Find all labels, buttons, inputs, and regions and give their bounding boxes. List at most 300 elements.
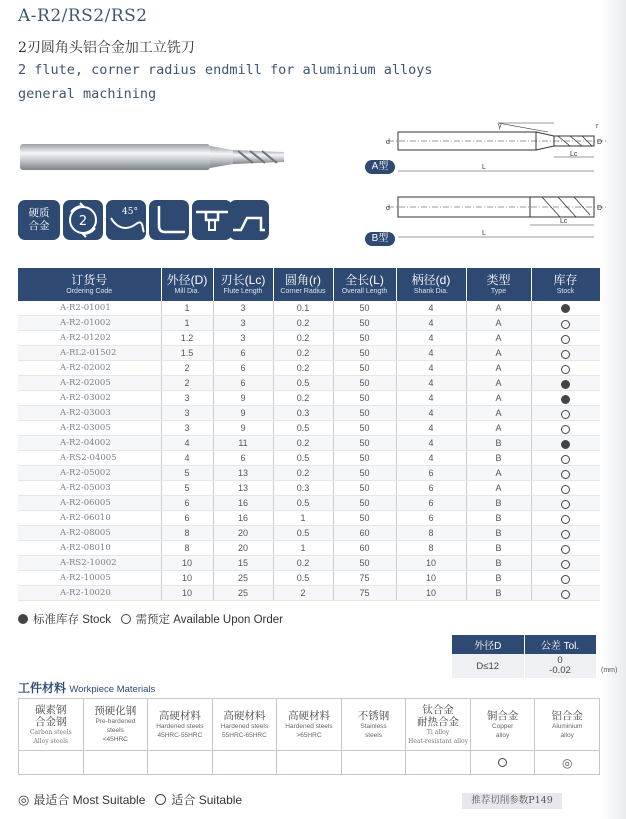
- material-cell: [470, 699, 535, 751]
- type-a-badge: A型: [365, 160, 395, 174]
- cell-d: 2: [161, 361, 213, 376]
- material-name-cn: 不锈钢: [357, 709, 390, 722]
- cell-d: 6: [161, 511, 213, 526]
- two-flute-icon: [63, 200, 103, 240]
- cell-type: A: [466, 301, 531, 316]
- column-header: [396, 268, 466, 301]
- material-cell: [341, 699, 406, 751]
- cell-d: 4: [161, 436, 213, 451]
- column-header-en: Flute Length: [223, 287, 263, 295]
- cell-d: 10: [161, 586, 213, 601]
- cell-lc: 6: [213, 376, 273, 391]
- helix-angle-text: 45°: [122, 207, 138, 217]
- material-name-en: Copper alloy: [491, 722, 514, 739]
- cell-d: 10: [161, 556, 213, 571]
- table-row: [18, 316, 600, 331]
- order-open-icon: [561, 500, 570, 509]
- table-row: [18, 571, 600, 586]
- cell-d: 8: [161, 526, 213, 541]
- cell-stock: [531, 346, 600, 361]
- suitability-cell: [19, 751, 84, 775]
- order-open-icon: [561, 590, 570, 599]
- stock-legend: [18, 611, 283, 627]
- helix-angle-icon: [106, 200, 146, 240]
- material-name-cn: 铝合金: [551, 709, 583, 722]
- cell-code: A-R2-01202: [18, 331, 161, 346]
- column-header-cn: 库存: [553, 272, 578, 287]
- cell-l: 50: [333, 376, 396, 391]
- cell-lc: 20: [213, 526, 273, 541]
- cell-r: 0.5: [273, 376, 333, 391]
- type-b-badge: B型: [365, 232, 395, 246]
- cell-stock: [531, 436, 600, 451]
- cell-l: 75: [333, 571, 396, 586]
- cell-r: 0.2: [273, 331, 333, 346]
- cell-r: 1: [273, 511, 333, 526]
- column-header: [161, 268, 213, 301]
- cell-lc: 6: [213, 451, 273, 466]
- order-open-icon: [561, 575, 570, 584]
- cell-r: 0.2: [273, 361, 333, 376]
- material-name-cn: 高硬材料: [158, 709, 201, 722]
- order-open-icon: [561, 470, 570, 479]
- cell-stock: [531, 511, 600, 526]
- cell-d: 10: [396, 556, 466, 571]
- column-header-en: Shank Dia.: [413, 287, 449, 295]
- order-open-icon: [561, 335, 570, 344]
- cell-lc: 11: [213, 436, 273, 451]
- type-b-drawing: [378, 185, 610, 247]
- cell-l: 50: [333, 466, 396, 481]
- tolerance-table: [452, 635, 597, 678]
- suitable-icon: [155, 794, 166, 805]
- cell-lc: 25: [213, 586, 273, 601]
- material-cell: [212, 699, 277, 751]
- cell-r: 0.5: [273, 451, 333, 466]
- cell-d: 4: [396, 406, 466, 421]
- tol-header-dia: 外径D: [452, 635, 524, 654]
- cell-code: A-R2-02005: [18, 376, 161, 391]
- cell-code: A-R2-10005: [18, 571, 161, 586]
- cell-code: A-R2-05002: [18, 466, 161, 481]
- cell-l: 50: [333, 496, 396, 511]
- table-body: [18, 301, 600, 601]
- cell-l: 50: [333, 436, 396, 451]
- workpiece-title: [18, 679, 155, 696]
- cell-d: 4: [396, 421, 466, 436]
- cell-type: B: [466, 526, 531, 541]
- table-row: [18, 451, 600, 466]
- order-open-icon: [561, 485, 570, 494]
- cell-code: A-R2-01002: [18, 316, 161, 331]
- cell-l: 50: [333, 331, 396, 346]
- cell-l: 50: [333, 556, 396, 571]
- cell-stock: [531, 586, 600, 601]
- cell-r: 0.3: [273, 406, 333, 421]
- cell-stock: [531, 376, 600, 391]
- table-row: [18, 496, 600, 511]
- cell-stock: [531, 421, 600, 436]
- cell-d: 4: [396, 451, 466, 466]
- cell-lc: 25: [213, 571, 273, 586]
- column-header-en: Corner Radius: [280, 287, 326, 295]
- cell-code: A-R2-08010: [18, 541, 161, 556]
- suitability-cell: [212, 751, 277, 775]
- cell-lc: 20: [213, 541, 273, 556]
- column-header-cn: 类型: [486, 272, 511, 287]
- cell-d: 4: [396, 301, 466, 316]
- cell-d: 1: [161, 301, 213, 316]
- column-header-cn: 全长(L): [345, 272, 384, 287]
- cell-stock: [531, 466, 600, 481]
- order-open-icon: [561, 410, 570, 419]
- stock-filled-icon: [561, 440, 570, 449]
- cell-lc: 3: [213, 331, 273, 346]
- column-header-cn: 圆角(r): [285, 272, 321, 287]
- cell-r: 2: [273, 586, 333, 601]
- cell-code: A-R2-05003: [18, 481, 161, 496]
- cell-r: 0.3: [273, 481, 333, 496]
- cell-d: 1.2: [161, 331, 213, 346]
- workpiece-title-cn: 工件材料: [18, 681, 67, 695]
- cell-type: B: [466, 496, 531, 511]
- column-header: [18, 268, 161, 301]
- cell-l: 60: [333, 526, 396, 541]
- cell-type: A: [466, 376, 531, 391]
- cell-type: A: [466, 466, 531, 481]
- cell-l: 50: [333, 301, 396, 316]
- cell-r: 0.1: [273, 301, 333, 316]
- cell-code: A-R2-08005: [18, 526, 161, 541]
- material-name-en: Aluminium alloy: [552, 722, 583, 739]
- suitability-cell: [470, 751, 535, 775]
- material-name-en: Hardened steels 55HRC-65HRC: [220, 722, 269, 739]
- workpiece-title-en: Workpiece Materials: [69, 684, 156, 695]
- table-row: [18, 586, 600, 601]
- cell-type: A: [466, 481, 531, 496]
- suitability-cell: [83, 751, 148, 775]
- cell-l: 60: [333, 541, 396, 556]
- material-row: [19, 699, 600, 751]
- cell-d: 8: [161, 541, 213, 556]
- column-header: [333, 268, 396, 301]
- column-header-en: Mill Dia.: [174, 287, 200, 295]
- cell-d: 4: [396, 316, 466, 331]
- order-open-icon: [561, 320, 570, 329]
- cell-l: 50: [333, 346, 396, 361]
- column-header-cn: 柄径(d): [411, 272, 451, 287]
- order-open-icon: [561, 560, 570, 569]
- order-open-icon: [121, 614, 131, 624]
- material-name-cn: 铜合金: [486, 709, 519, 722]
- cell-lc: 16: [213, 496, 273, 511]
- table-header-row: [18, 268, 600, 301]
- order-open-icon: [561, 365, 570, 374]
- table-row: [18, 346, 600, 361]
- tolerance-unit: (mm): [601, 667, 618, 674]
- workpiece-table: [18, 698, 600, 775]
- cell-d: 4: [396, 391, 466, 406]
- cell-code: A-R2-03002: [18, 391, 161, 406]
- carbide-material-badge: [18, 200, 60, 240]
- cell-type: B: [466, 451, 531, 466]
- cell-l: 50: [333, 316, 396, 331]
- cell-type: A: [466, 406, 531, 421]
- most-suitable-icon: ◎: [561, 755, 573, 770]
- material-name-en: Hardened steels >65HRC: [285, 722, 333, 739]
- cell-l: 50: [333, 391, 396, 406]
- cell-lc: 9: [213, 391, 273, 406]
- cell-stock: [531, 301, 600, 316]
- cell-stock: [531, 391, 600, 406]
- column-header-en: Stock: [556, 287, 575, 295]
- cell-r: 0.2: [273, 346, 333, 361]
- l-label: L: [482, 164, 486, 171]
- cell-d: 4: [396, 436, 466, 451]
- material-name-en: Ti alloy Heat-resistant alloy: [408, 728, 468, 745]
- cell-stock: [531, 481, 600, 496]
- suitability-cell: [406, 751, 471, 775]
- cell-code: A-R2-03003: [18, 406, 161, 421]
- cell-type: A: [466, 316, 531, 331]
- cell-l: 50: [333, 421, 396, 436]
- suitability-cell: [341, 751, 406, 775]
- cell-l: 50: [333, 406, 396, 421]
- material-cell: [148, 699, 213, 751]
- cell-d: 10: [396, 586, 466, 601]
- table-row: [18, 541, 600, 556]
- cutting-parameters-reference: 推荐切削参数P149: [462, 793, 562, 809]
- gamma-label: γ: [498, 123, 502, 130]
- legend-stock-label: 标准库存 Stock: [33, 614, 111, 626]
- dia-D-label-b: D: [597, 205, 603, 212]
- tol-header-tol: 公差 Tol.: [524, 635, 596, 654]
- cell-stock: [531, 316, 600, 331]
- suitability-row: [19, 751, 600, 775]
- cell-code: A-R2-06010: [18, 511, 161, 526]
- carbide-label-line2: 合金: [28, 220, 50, 232]
- cell-code: A-R2-01001: [18, 301, 161, 316]
- cell-r: 1: [273, 541, 333, 556]
- cell-d: 4: [396, 331, 466, 346]
- cell-type: B: [466, 571, 531, 586]
- cell-r: 0.5: [273, 421, 333, 436]
- material-name-en: Carbon steels Alloy steels: [29, 728, 72, 745]
- suitability-cell: [277, 751, 342, 775]
- cell-type: A: [466, 331, 531, 346]
- cell-lc: 6: [213, 361, 273, 376]
- material-cell: [406, 699, 471, 751]
- cell-r: 0.5: [273, 526, 333, 541]
- cell-d: 6: [396, 466, 466, 481]
- material-name-cn: 高硬材料: [223, 709, 266, 722]
- cell-d: 5: [161, 466, 213, 481]
- cell-r: 0.2: [273, 556, 333, 571]
- cell-code: A-RL2-01502: [18, 346, 161, 361]
- cell-d: 4: [396, 346, 466, 361]
- shank-d-label-b: d: [386, 205, 390, 212]
- order-open-icon: [561, 515, 570, 524]
- chinese-subtitle: 2刃圆角头铝合金加工立铣刀: [18, 40, 195, 56]
- cell-r: 0.2: [273, 436, 333, 451]
- cell-type: A: [466, 346, 531, 361]
- cell-r: 0.2: [273, 466, 333, 481]
- endmill-product-image: [18, 140, 286, 174]
- order-open-icon: [561, 545, 570, 554]
- table-row: [18, 391, 600, 406]
- cell-d: 6: [396, 511, 466, 526]
- cell-code: A-R2-06005: [18, 496, 161, 511]
- cell-code: A-R2-04002: [18, 436, 161, 451]
- cell-stock: [531, 496, 600, 511]
- cell-type: A: [466, 361, 531, 376]
- table-row: [18, 331, 600, 346]
- tol-range: [524, 654, 596, 678]
- column-header: [531, 268, 600, 301]
- cell-r: 0.2: [273, 316, 333, 331]
- cell-d: 4: [161, 451, 213, 466]
- material-name-en: Stainless steels: [360, 722, 387, 739]
- flute-count-text: 2: [78, 214, 88, 229]
- cell-lc: 15: [213, 556, 273, 571]
- cell-lc: 16: [213, 511, 273, 526]
- endmill-spec-table: [18, 268, 601, 601]
- material-name-en: Hardened steels 45HRC-55HRC: [156, 722, 204, 739]
- cell-d: 3: [161, 421, 213, 436]
- cell-lc: 6: [213, 346, 273, 361]
- cell-r: 0.2: [273, 391, 333, 406]
- suitability-cell: [148, 751, 213, 775]
- table-row: [18, 436, 600, 451]
- material-name-cn: 碳素钢 合金钢: [35, 703, 67, 728]
- suitability-cell: [535, 751, 600, 775]
- legend-order-label: 需预定 Available Upon Order: [135, 614, 283, 626]
- type-a-drawing: [378, 118, 610, 180]
- material-cell: [277, 699, 342, 751]
- column-header-cn: 刃长(Lc): [220, 272, 266, 287]
- cell-stock: [531, 406, 600, 421]
- cell-code: A-R2-10020: [18, 586, 161, 601]
- order-open-icon: [561, 350, 570, 359]
- cell-type: B: [466, 586, 531, 601]
- cell-d: 8: [396, 541, 466, 556]
- cell-d: 5: [161, 481, 213, 496]
- table-row: [18, 466, 600, 481]
- cell-stock: [531, 451, 600, 466]
- shank-d-label: d: [386, 139, 390, 146]
- cell-type: A: [466, 391, 531, 406]
- cell-d: 6: [161, 496, 213, 511]
- cell-d: 10: [396, 571, 466, 586]
- cell-d: 2: [161, 376, 213, 391]
- corner-radius-icon: [149, 200, 189, 240]
- cell-d: 6: [396, 481, 466, 496]
- cell-l: 50: [333, 481, 396, 496]
- most-suitable-icon: ◎: [18, 792, 30, 807]
- tol-lower: -0.02: [549, 665, 571, 676]
- table-row: [18, 481, 600, 496]
- tol-upper: 0: [557, 655, 563, 666]
- column-header: [213, 268, 273, 301]
- column-header-en: Overall Length: [341, 287, 388, 295]
- cell-d: 4: [396, 361, 466, 376]
- table-row: [18, 421, 600, 436]
- material-name-cn: 钛合金 耐热合金: [417, 703, 460, 728]
- suitable-icon: [498, 758, 507, 767]
- material-name-cn: 预硬化钢: [94, 705, 137, 717]
- material-name-cn: 高硬材料: [287, 709, 330, 722]
- dia-D-label: D: [597, 139, 603, 146]
- slotting-icon: [192, 200, 232, 240]
- cell-d: 3: [161, 406, 213, 421]
- cell-type: A: [466, 421, 531, 436]
- cell-d: 8: [396, 526, 466, 541]
- cell-code: A-R2-03005: [18, 421, 161, 436]
- table-row: [18, 361, 600, 376]
- cell-lc: 13: [213, 481, 273, 496]
- lc-label: Lc: [570, 151, 578, 158]
- cell-stock: [531, 556, 600, 571]
- cell-d: 6: [396, 496, 466, 511]
- cell-stock: [531, 526, 600, 541]
- cell-stock: [531, 361, 600, 376]
- cell-l: 50: [333, 451, 396, 466]
- order-open-icon: [561, 530, 570, 539]
- cell-l: 75: [333, 586, 396, 601]
- most-suitable-label: 最适合 Most Suitable: [33, 793, 146, 807]
- english-subtitle-line1: 2 flute, corner radius endmill for aluminium alloys: [18, 62, 433, 78]
- stock-filled-icon: [18, 614, 28, 624]
- radius-r-label: r: [596, 123, 599, 130]
- material-cell: [535, 699, 600, 751]
- cell-code: A-RS2-04005: [18, 451, 161, 466]
- table-row: [18, 556, 600, 571]
- stock-filled-icon: [561, 395, 570, 404]
- order-open-icon: [561, 455, 570, 464]
- material-name-en: Pre-hardened steels <45HRC: [95, 718, 136, 743]
- material-cell: [19, 699, 84, 751]
- cell-type: B: [466, 556, 531, 571]
- l-label-b: L: [482, 230, 486, 237]
- cell-stock: [531, 541, 600, 556]
- table-row: [18, 511, 600, 526]
- cell-code: A-RS2-10002: [18, 556, 161, 571]
- cell-stock: [531, 571, 600, 586]
- cell-l: 50: [333, 361, 396, 376]
- english-subtitle-line2: general machining: [18, 86, 157, 102]
- cell-type: B: [466, 436, 531, 451]
- cell-lc: 3: [213, 301, 273, 316]
- cell-type: B: [466, 541, 531, 556]
- table-row: [18, 406, 600, 421]
- order-open-icon: [561, 425, 570, 434]
- stock-filled-icon: [561, 304, 570, 313]
- carbide-label-line1: 硬质: [28, 207, 50, 219]
- column-header-en: Type: [490, 287, 507, 295]
- cell-r: 0.5: [273, 571, 333, 586]
- cell-d: 4: [396, 376, 466, 391]
- product-series-title: A-R2/RS2/RS2: [18, 6, 148, 26]
- cell-d: 10: [161, 571, 213, 586]
- table-row: [18, 526, 600, 541]
- cell-l: 50: [333, 511, 396, 526]
- profiling-icon: [229, 200, 269, 240]
- cell-code: A-R2-02002: [18, 361, 161, 376]
- tol-dia-value: D≤12: [452, 654, 524, 678]
- column-header: [466, 268, 531, 301]
- cell-r: 0.5: [273, 496, 333, 511]
- lc-label-b: Lc: [560, 218, 568, 225]
